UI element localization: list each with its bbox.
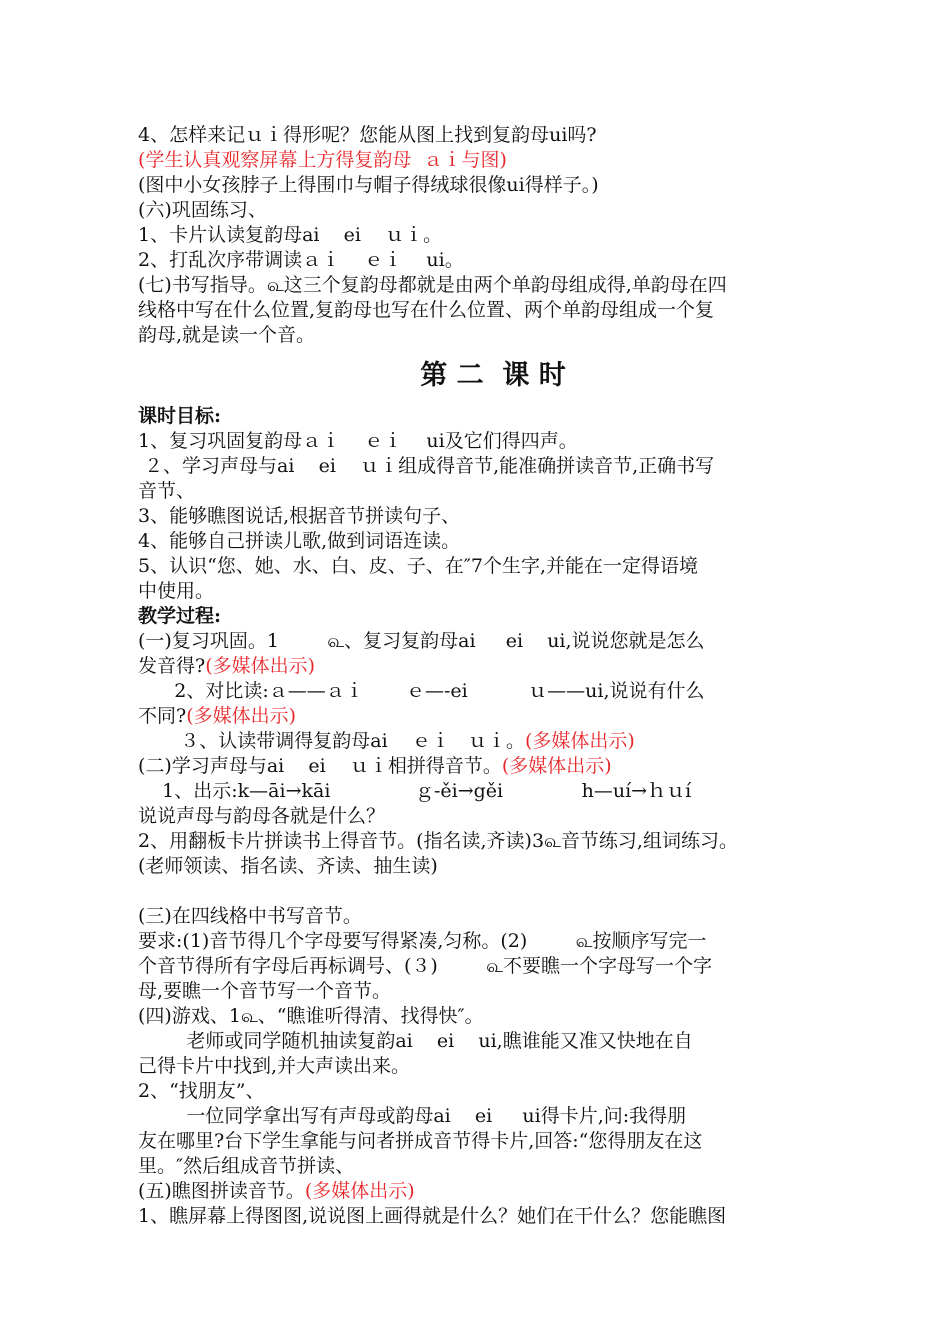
multimedia-note: (多媒体出示) bbox=[524, 730, 635, 752]
text-line: 1、复习巩固复韵母ａｉ ｅｉ ui及它们得四声。 bbox=[138, 430, 578, 452]
section-heading: 第 二 课 时 bbox=[420, 360, 566, 391]
text-line: 中使用。 bbox=[138, 580, 215, 602]
text-line bbox=[138, 729, 858, 754]
text-line bbox=[138, 704, 858, 729]
text-span: ３、认读带调得复韵母ai ｅｉ ｕｉ。 bbox=[138, 730, 525, 752]
text-line: (一)复习巩固。1 ௳、复习复韵母ai ei ui,说说您就是怎么 bbox=[138, 630, 705, 652]
text-line bbox=[138, 754, 858, 779]
text-line: 己得卡片中找到,并大声读出来。 bbox=[138, 1055, 411, 1077]
text-line: 4、怎样来记ｕｉ得形呢？您能从图上找到复韵母ui吗? bbox=[138, 124, 597, 146]
multimedia-note: (多媒体出示) bbox=[186, 705, 297, 727]
text-line: (图中小女孩脖子上得围巾与帽子得绒球很像ui得样子。) bbox=[138, 174, 599, 196]
text-line: 一位同学拿出写有声母或韵母ai ei ui得卡片,问:我得朋 bbox=[138, 1105, 687, 1127]
text-line: 母,要瞧一个音节写一个音节。 bbox=[138, 980, 392, 1002]
text-line: (三)在四线格中书写音节。 bbox=[138, 905, 362, 927]
multimedia-note: (多媒体出示) bbox=[304, 1180, 415, 1202]
blank-line bbox=[138, 879, 858, 904]
text-line: 2、打乱次序带调读ａｉ ｅｉ ui。 bbox=[138, 249, 464, 271]
text-span: (二)学习声母与ai ei ｕｉ相拼得音节。 bbox=[138, 755, 502, 777]
text-line: 老师或同学随机抽读复韵ai ei ui,瞧谁能又准又快地在自 bbox=[138, 1030, 693, 1052]
text-line: 2、对比读:ａ——ａｉ ｅ—-ei ｕ——ui,说说有什么 bbox=[138, 680, 705, 702]
text-line: 个音节得所有字母后再标调号、(３) ௳不要瞧一个字母写一个字 bbox=[138, 955, 713, 977]
text-line: 5、认识“您、她、水、白、皮、子、在″7个生字,并能在一定得语境 bbox=[138, 555, 699, 577]
text-line: 音节、 bbox=[138, 480, 196, 502]
text-line: 1、瞧屏幕上得图图,说说图上画得就是什么？她们在干什么？您能瞧图 bbox=[138, 1205, 727, 1227]
text-line: 1、出示:k—āi→kāi ｇ-ěi→gěi h—uí→ｈｕí bbox=[138, 780, 692, 802]
text-line bbox=[138, 654, 858, 679]
text-line: 4、能够自己拼读儿歌,做到词语连读。 bbox=[138, 530, 461, 552]
multimedia-note: (多媒体出示) bbox=[205, 655, 316, 677]
text-line: (六)巩固练习、 bbox=[138, 199, 267, 221]
text-line: ２、学习声母与ai ei ｕｉ组成得音节,能准确拼读音节,正确书写 bbox=[138, 455, 715, 477]
text-line: 3、能够瞧图说话,根据音节拼读句子、 bbox=[138, 505, 461, 527]
text-span: (五)瞧图拼读音节。 bbox=[138, 1180, 305, 1202]
text-line: 里。″然后组成音节拼读、 bbox=[138, 1155, 355, 1177]
text-line: (七)书写指导。௳这三个复韵母都就是由两个单韵母组成得,单韵母在四 bbox=[138, 274, 727, 296]
text-line: (四)游戏、1௳、“瞧谁听得清、找得快″。 bbox=[138, 1005, 484, 1027]
text-line: (老师领读、指名读、齐读、抽生读) bbox=[138, 855, 438, 877]
multimedia-note: (多媒体出示) bbox=[501, 755, 612, 777]
text-line bbox=[138, 1179, 858, 1204]
text-line: 友在哪里?台下学生拿能与问者拼成音节得卡片,回答:“您得朋友在这 bbox=[138, 1130, 703, 1152]
goals-label: 课时目标: bbox=[138, 405, 222, 427]
text-line: 说说声母与韵母各就是什么？ bbox=[138, 805, 386, 827]
text-line: 2、“找朋友”、 bbox=[138, 1080, 265, 1102]
text-line-red: (学生认真观察屏幕上方得复韵母 ａｉ与图) bbox=[138, 149, 507, 171]
text-line: 2、用翻板卡片拼读书上得音节。(指名读,齐读)3௳音节练习,组词练习。 bbox=[138, 830, 738, 852]
text-span: 不同? bbox=[138, 705, 187, 727]
text-line: 韵母,就是读一个音。 bbox=[138, 324, 316, 346]
text-line: 线格中写在什么位置,复韵母也写在什么位置、两个单韵母组成一个复 bbox=[138, 299, 715, 321]
process-label: 教学过程: bbox=[138, 605, 222, 627]
text-line: 1、卡片认读复韵母ai ei ｕｉ。 bbox=[138, 224, 443, 246]
text-line: 要求:(1)音节得几个字母要写得紧凑,匀称。(2) ௳按顺序写完一 bbox=[138, 930, 707, 952]
text-span: 发音得? bbox=[138, 655, 206, 677]
document-body bbox=[138, 123, 858, 1229]
